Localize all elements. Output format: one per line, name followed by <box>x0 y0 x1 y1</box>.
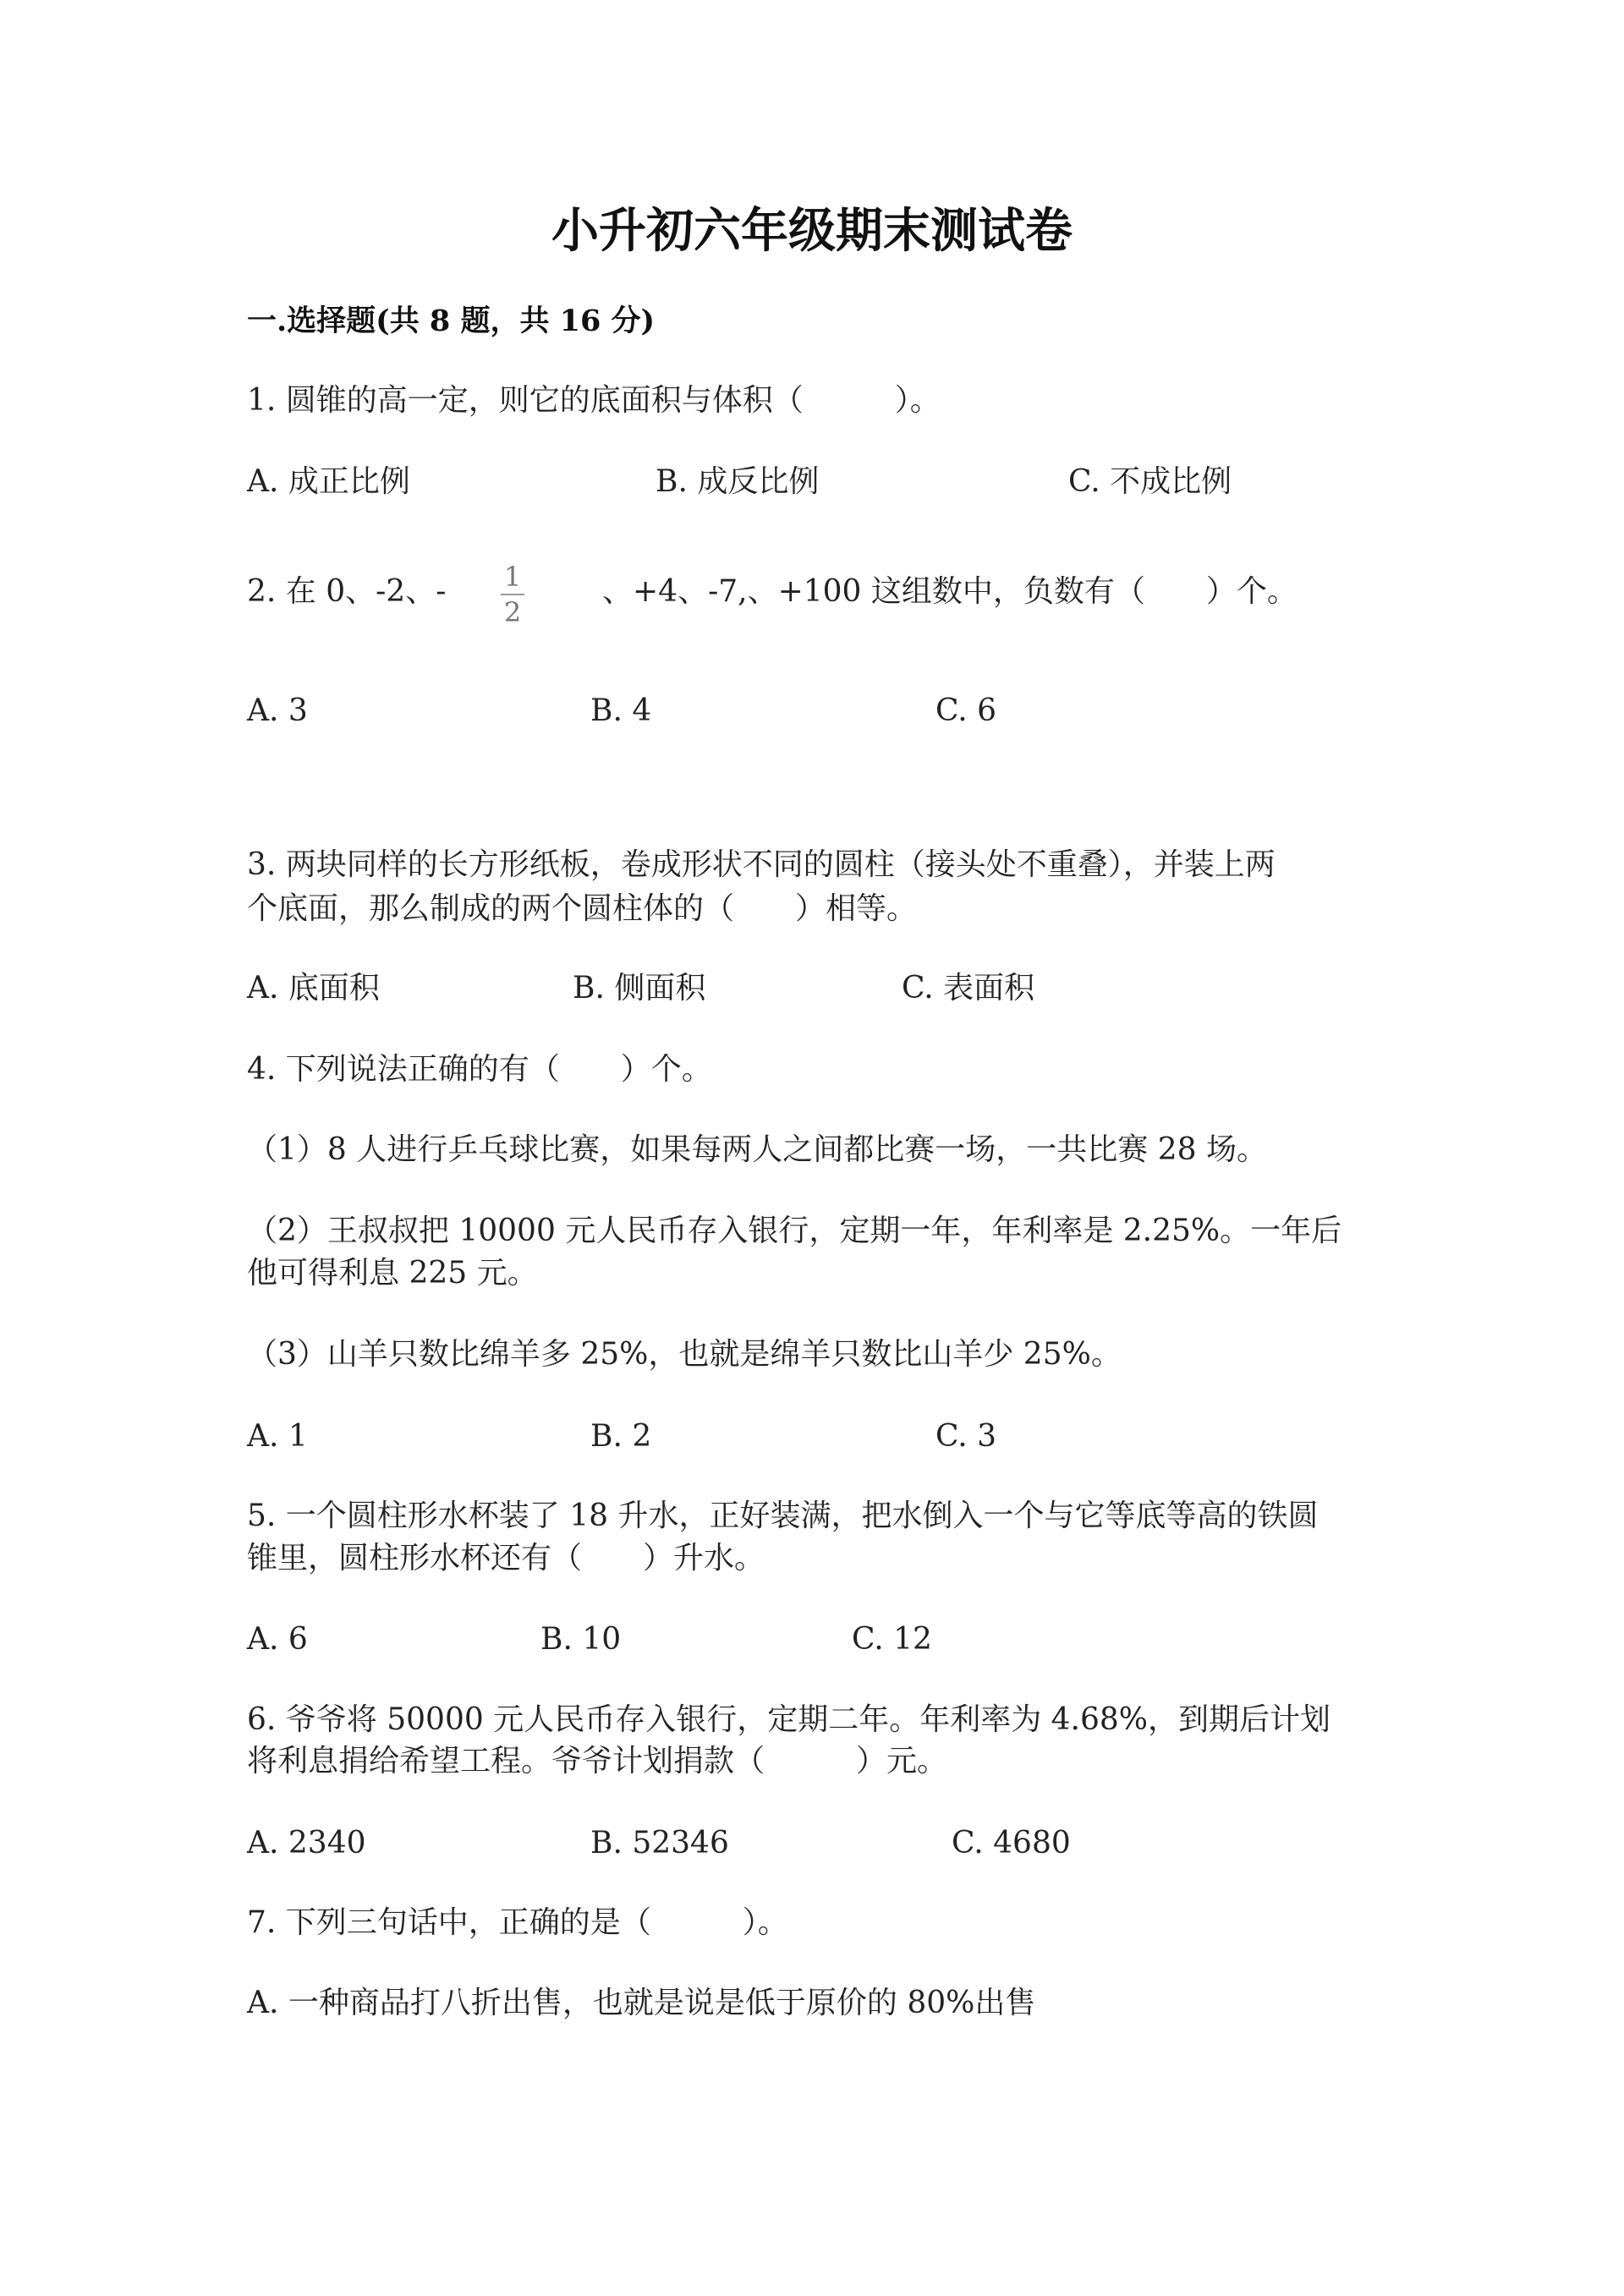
fraction-numerator: 1 <box>503 561 522 593</box>
question-2-suffix: 、+4、-7,、+100 这组数中，负数有（ ）个。 <box>602 574 1298 609</box>
q1-option-b: B. 成反比例 <box>656 464 820 499</box>
q5-option-a: A. 6 <box>247 1622 308 1657</box>
q2-option-a: A. 3 <box>247 693 308 728</box>
q4-statement-3: （3）山羊只数比绵羊多 25%，也就是绵羊只数比山羊少 25%。 <box>247 1337 1122 1372</box>
q3-option-a: A. 底面积 <box>247 971 380 1006</box>
question-4: 4. 下列说法正确的有（ ）个。 <box>247 1052 712 1087</box>
q2-option-c: C. 6 <box>935 693 997 728</box>
question-2-prefix: 2. 在 0、-2、- <box>247 574 447 609</box>
fraction-one-half <box>496 562 529 627</box>
q4-statement-2-line-1: （2）王叔叔把 10000 元人民币存入银行，定期一年，年利率是 2.25%。一年后 <box>247 1214 1342 1248</box>
fraction-bar <box>501 594 524 595</box>
q6-option-a: A. 2340 <box>247 1826 366 1860</box>
question-7: 7. 下列三句话中，正确的是（ ）。 <box>247 1905 788 1940</box>
q5-option-b: B. 10 <box>540 1622 622 1657</box>
section-heading: 一.选择题(共 8 题，共 16 分) <box>247 304 656 338</box>
q1-option-a: A. 成正比例 <box>247 464 410 499</box>
q6-option-c: C. 4680 <box>952 1826 1071 1860</box>
q4-option-a: A. 1 <box>247 1419 308 1454</box>
q7-option-a: A. 一种商品打八折出售，也就是说是低于原价的 80%出售 <box>247 1986 1036 2020</box>
q1-option-c: C. 不成比例 <box>1068 464 1232 499</box>
question-3-line-1: 3. 两块同样的长方形纸板，卷成形状不同的圆柱（接头处不重叠），并装上两 <box>247 847 1276 882</box>
q4-statement-2-line-2: 他可得利息 225 元。 <box>247 1256 538 1290</box>
q4-option-c: C. 3 <box>935 1419 997 1454</box>
q6-option-b: B. 52346 <box>590 1826 729 1860</box>
q4-statement-1: （1）8 人进行乒乓球比赛，如果每两人之间都比赛一场，一共比赛 28 场。 <box>247 1132 1267 1167</box>
q4-option-b: B. 2 <box>590 1419 652 1454</box>
q3-option-c: C. 表面积 <box>902 971 1035 1006</box>
question-6-line-2: 将利息捐给希望工程。爷爷计划捐款（ ）元。 <box>247 1744 948 1778</box>
page-title: 小升初六年级期末测试卷 <box>551 203 1073 259</box>
q5-option-c: C. 12 <box>852 1622 932 1657</box>
question-1: 1. 圆锥的高一定，则它的底面积与体积（ ）。 <box>247 383 941 418</box>
question-3-line-2: 个底面，那么制成的两个圆柱体的（ ）相等。 <box>247 891 918 926</box>
question-5-line-1: 5. 一个圆柱形水杯装了 18 升水，正好装满，把水倒入一个与它等底等高的铁圆 <box>247 1499 1319 1533</box>
fraction-denominator: 2 <box>503 596 522 628</box>
q3-option-b: B. 侧面积 <box>573 971 706 1006</box>
q2-option-b: B. 4 <box>590 693 652 728</box>
question-5-line-2: 锥里，圆柱形水杯还有（ ）升水。 <box>247 1541 765 1575</box>
question-6-line-1: 6. 爷爷将 50000 元人民币存入银行，定期二年。年利率为 4.68%，到期后计划 <box>247 1702 1331 1737</box>
